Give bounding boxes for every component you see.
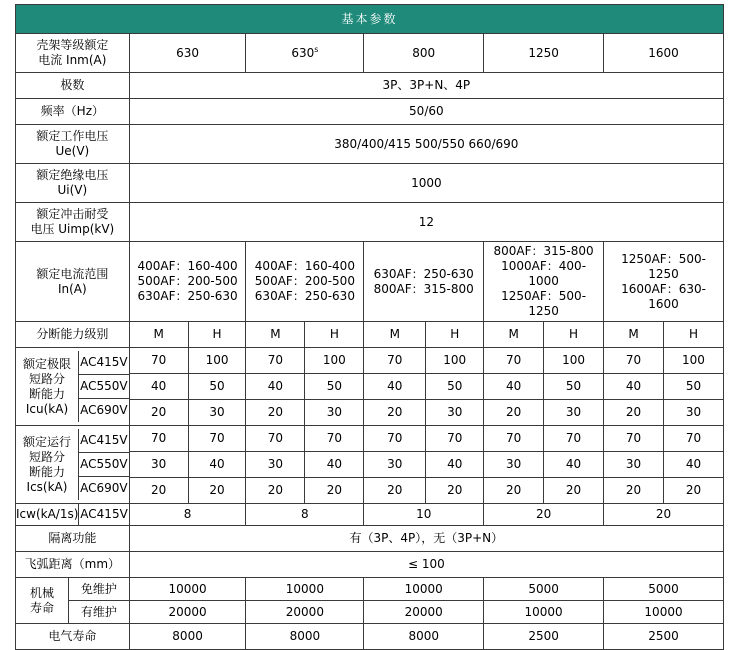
- icu-value: 50: [305, 374, 364, 400]
- row-frame-rating: [16, 34, 724, 73]
- label-icw: [16, 504, 130, 526]
- icw-value-1250: 20: [484, 504, 604, 526]
- icu-value: 40: [604, 374, 664, 400]
- mech-sub-label-with-maintenance: 有维护: [80, 605, 117, 619]
- row-electrical-life: [16, 624, 724, 650]
- icu-value: 20: [484, 400, 544, 426]
- mech-sub-label-maintenance-free: 免维护: [69, 578, 129, 601]
- ics-value: 70: [544, 426, 604, 452]
- label-icw-text: Icw(kA/1s): [16, 507, 79, 521]
- value-isolation: 有（3P、4P），无（3P+N）: [129, 526, 723, 552]
- row-arc-distance: [16, 552, 724, 578]
- row-frequency: [16, 99, 724, 125]
- ics-value: 70: [426, 426, 484, 452]
- ics-value: 20: [544, 478, 604, 504]
- mech-life-value: 10000: [129, 578, 246, 601]
- label-frame-rating: 壳架等级额定 电流 Inm(A): [16, 34, 130, 73]
- ics-value: 30: [484, 452, 544, 478]
- label-rated-insulation-voltage: 额定绝缘电压 Ui(V): [16, 164, 130, 203]
- grade-cell: H: [426, 322, 484, 348]
- icu-value: 70: [129, 348, 188, 374]
- icu-value: 50: [426, 374, 484, 400]
- ics-sub-label-ac550v: AC550V: [79, 453, 129, 477]
- mech-life-value: 20000: [364, 601, 484, 624]
- label-icu: [16, 348, 130, 426]
- grade-cell: M: [604, 322, 664, 348]
- grade-cell: M: [364, 322, 426, 348]
- ics-value: 20: [129, 478, 188, 504]
- icw-value-800: 10: [364, 504, 484, 526]
- ics-value: 40: [426, 452, 484, 478]
- row-isolation: [16, 526, 724, 552]
- row-mech-life-maintenance-free: [16, 578, 724, 601]
- mech-life-value: 5000: [484, 578, 604, 601]
- ics-value: 70: [188, 426, 246, 452]
- icu-value: 50: [544, 374, 604, 400]
- label-mechanical-life-text: 机械 寿命: [29, 585, 54, 615]
- row-icu-ac415v: [16, 348, 724, 374]
- ics-value: 30: [604, 452, 664, 478]
- ics-value: 70: [305, 426, 364, 452]
- icu-value: 30: [544, 400, 604, 426]
- ics-value: 20: [188, 478, 246, 504]
- grade-cell: M: [129, 322, 188, 348]
- value-rated-working-voltage: 380/400/415 500/550 660/690: [129, 125, 723, 164]
- icw-value-1600: 20: [604, 504, 724, 526]
- icu-value: 70: [364, 348, 426, 374]
- value-rated-insulation-voltage: 1000: [129, 164, 723, 203]
- frame-rating-630s: 630$^s$: [246, 34, 364, 73]
- grade-cell: H: [305, 322, 364, 348]
- label-rated-impulse-voltage: 额定冲击耐受 电压 Uimp(kV): [16, 203, 130, 242]
- icu-value: 70: [246, 348, 305, 374]
- label-ics: [16, 426, 130, 504]
- icu-value: 30: [188, 400, 246, 426]
- ics-value: 40: [663, 452, 723, 478]
- icu-value: 20: [604, 400, 664, 426]
- ics-value: 20: [484, 478, 544, 504]
- icu-sub-label-ac415v: AC415V: [79, 351, 129, 375]
- ics-value: 20: [604, 478, 664, 504]
- label-current-range: 额定电流范围 In(A): [16, 242, 130, 322]
- icu-sub-label-ac550v: AC550V: [79, 375, 129, 399]
- icu-value: 50: [663, 374, 723, 400]
- label-icu-text: 额定极限 短路分 断能力 Icu(kA): [22, 356, 71, 416]
- icu-value: 40: [364, 374, 426, 400]
- icu-value: 40: [484, 374, 544, 400]
- label-rated-working-voltage: 额定工作电压 Ue(V): [16, 125, 130, 164]
- icu-value: 30: [305, 400, 364, 426]
- label-isolation: 隔离功能: [16, 526, 130, 552]
- ics-value: 20: [246, 478, 305, 504]
- icu-value: 50: [188, 374, 246, 400]
- ics-sub-label-ac415v: AC415V: [79, 429, 129, 453]
- ics-value: 40: [305, 452, 364, 478]
- icu-value: 20: [364, 400, 426, 426]
- table-title-row: [16, 5, 724, 34]
- row-rated-impulse-voltage: [16, 203, 724, 242]
- value-frequency: 50/60: [129, 99, 723, 125]
- grade-cell: H: [544, 322, 604, 348]
- specification-table: [15, 4, 724, 650]
- spec-sheet: [0, 4, 739, 643]
- mech-life-value: 20000: [246, 601, 364, 624]
- ics-value: 20: [663, 478, 723, 504]
- ics-value: 30: [246, 452, 305, 478]
- label-electrical-life: 电气寿命: [16, 624, 130, 650]
- current-range-col4: 800AF：315-800 1000AF：400-1000 1250AF：500-1250: [484, 242, 604, 322]
- icu-value: 30: [426, 400, 484, 426]
- ics-value: 30: [364, 452, 426, 478]
- icw-value-630s: 8: [246, 504, 364, 526]
- mech-life-value: 20000: [129, 601, 246, 624]
- value-rated-impulse-voltage: 12: [129, 203, 723, 242]
- row-icw: [16, 504, 724, 526]
- label-breaking-grade: 分断能力级别: [16, 322, 130, 348]
- icu-value: 20: [246, 400, 305, 426]
- electrical-life-value: 8000: [129, 624, 246, 650]
- ics-value: 70: [129, 426, 188, 452]
- grade-cell: M: [484, 322, 544, 348]
- ics-value: 70: [246, 426, 305, 452]
- grade-cell: M: [246, 322, 305, 348]
- mech-life-value: 10000: [484, 601, 604, 624]
- grade-cell: H: [188, 322, 246, 348]
- label-arc-distance: 飞弧距离（mm）: [16, 552, 130, 578]
- value-arc-distance: ≤ 100: [129, 552, 723, 578]
- frame-rating-1250: 1250: [484, 34, 604, 73]
- mech-life-value: 10000: [364, 578, 484, 601]
- label-frequency: 频率（Hz）: [16, 99, 130, 125]
- frame-rating-630: 630: [129, 34, 246, 73]
- ics-value: 40: [544, 452, 604, 478]
- mech-life-value: 5000: [604, 578, 724, 601]
- row-poles: [16, 73, 724, 99]
- icu-value: 100: [426, 348, 484, 374]
- current-range-col3: 630AF：250-630 800AF：315-800: [364, 242, 484, 322]
- page-title: 基本参数: [16, 5, 724, 34]
- icu-value: 100: [305, 348, 364, 374]
- label-poles: 极数: [16, 73, 130, 99]
- current-range-col1: 400AF：160-400 500AF：200-500 630AF：250-630: [129, 242, 246, 322]
- row-ics-ac415v: [16, 426, 724, 452]
- label-mechanical-life: [16, 578, 130, 624]
- icu-value: 40: [246, 374, 305, 400]
- icu-value: 100: [663, 348, 723, 374]
- electrical-life-value: 8000: [364, 624, 484, 650]
- current-range-col5: 1250AF：500-1250 1600AF：630-1600: [604, 242, 724, 322]
- row-rated-insulation-voltage: [16, 164, 724, 203]
- ics-value: 70: [604, 426, 664, 452]
- electrical-life-value: 2500: [604, 624, 724, 650]
- icu-value: 70: [604, 348, 664, 374]
- icu-value: 30: [663, 400, 723, 426]
- icu-value: 100: [544, 348, 604, 374]
- row-current-range: [16, 242, 724, 322]
- electrical-life-value: 2500: [484, 624, 604, 650]
- frame-rating-800: 800: [364, 34, 484, 73]
- mech-life-value: 10000: [246, 578, 364, 601]
- current-range-col2: 400AF：160-400 500AF：200-500 630AF：250-630: [246, 242, 364, 322]
- icw-value-630: 8: [129, 504, 246, 526]
- icu-value: 20: [129, 400, 188, 426]
- superscript-s: s: [314, 45, 319, 54]
- icu-value: 100: [188, 348, 246, 374]
- grade-cell: H: [663, 322, 723, 348]
- row-breaking-grade: [16, 322, 724, 348]
- ics-sub-label-ac690v: AC690V: [80, 481, 128, 495]
- ics-value: 20: [305, 478, 364, 504]
- ics-value: 40: [188, 452, 246, 478]
- icu-sub-label-ac690v: AC690V: [80, 403, 128, 417]
- ics-value: 70: [484, 426, 544, 452]
- frame-rating-1600: 1600: [604, 34, 724, 73]
- mech-life-value: 10000: [604, 601, 724, 624]
- label-ics-text: 额定运行 短路分 断能力 Ics(kA): [22, 434, 71, 494]
- ics-value: 70: [364, 426, 426, 452]
- row-rated-working-voltage: [16, 125, 724, 164]
- electrical-life-value: 8000: [246, 624, 364, 650]
- ics-value: 30: [129, 452, 188, 478]
- ics-value: 20: [364, 478, 426, 504]
- ics-value: 70: [663, 426, 723, 452]
- icu-value: 70: [484, 348, 544, 374]
- ics-value: 20: [426, 478, 484, 504]
- icw-sub-label: AC415V: [79, 504, 129, 525]
- icu-value: 40: [129, 374, 188, 400]
- value-poles: 3P、3P+N、4P: [129, 73, 723, 99]
